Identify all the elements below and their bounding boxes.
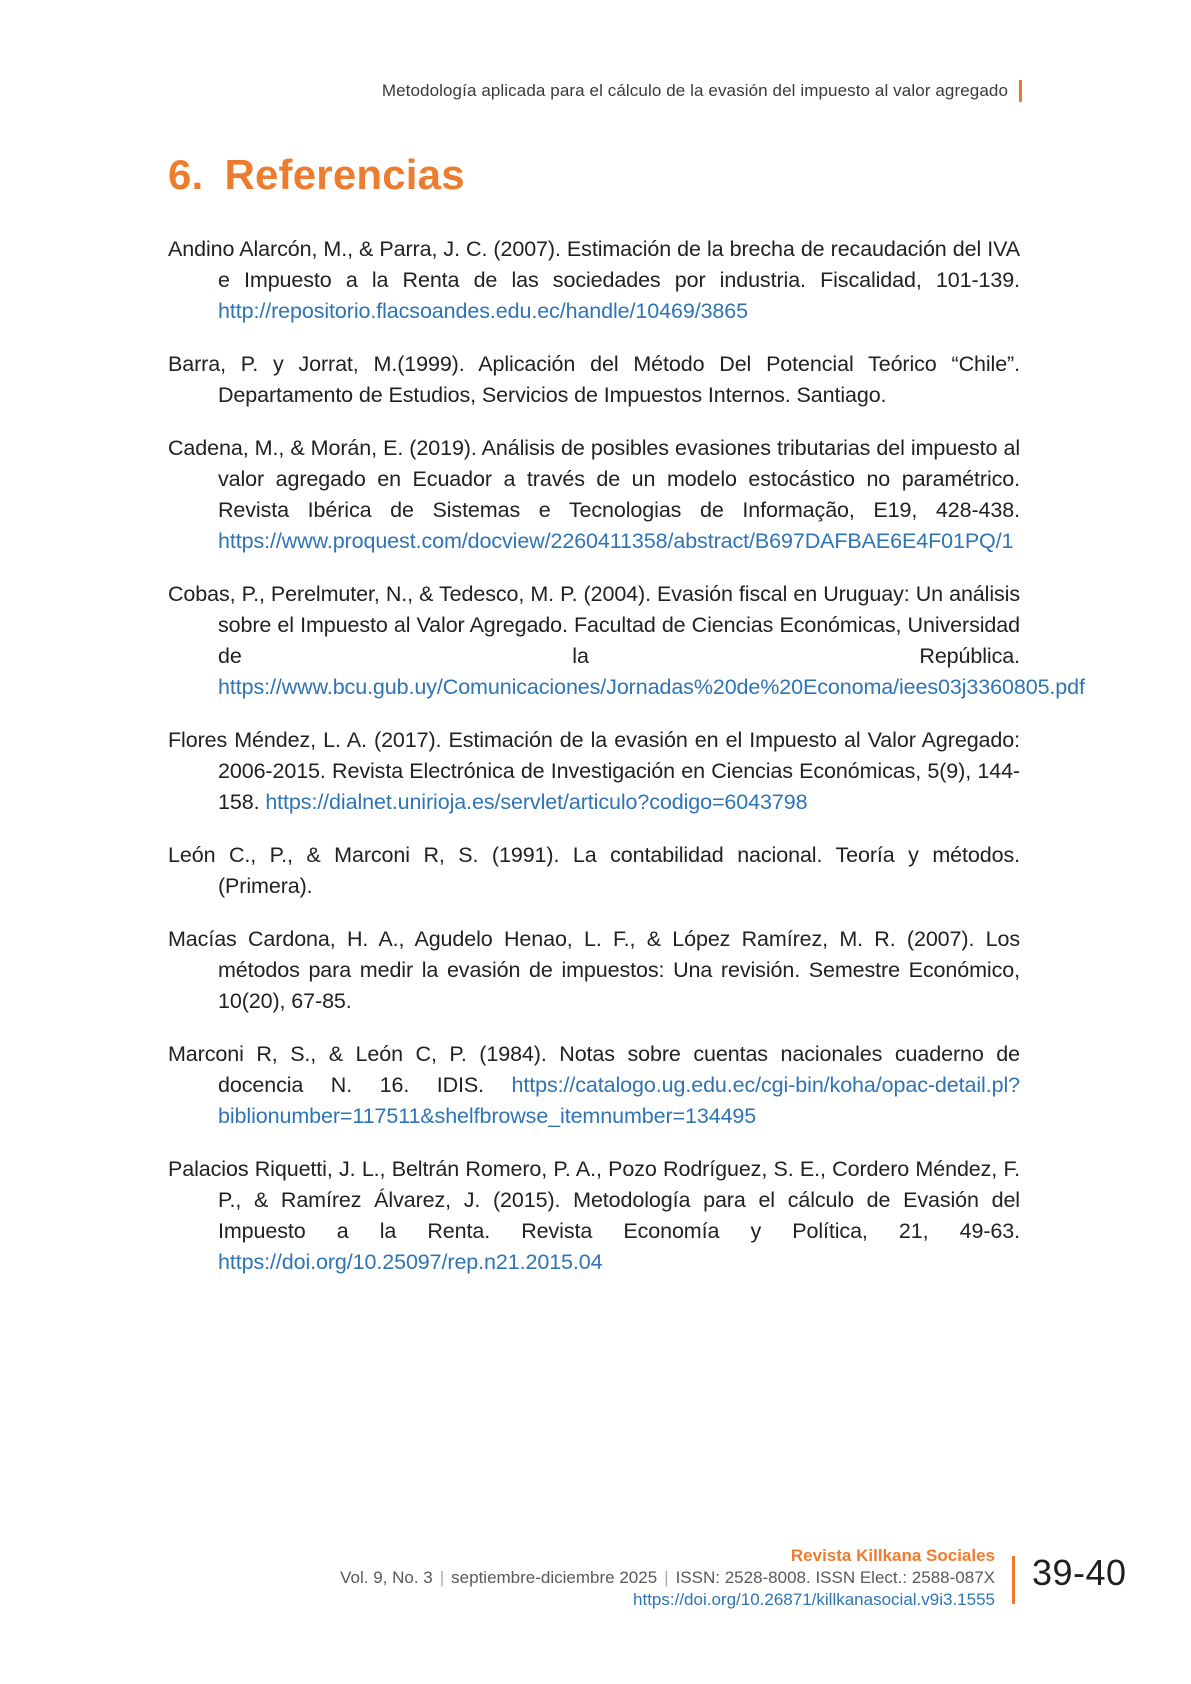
reference-text: Barra, P. y Jorrat, M.(1999). Aplicación del Método Del Potencial Teórico “Chile”. Departamento de Estudios, Servicios de Impuestos Internos. Santiago. bbox=[168, 352, 1020, 407]
reference-text: Marconi R, S., & León C, P. (1984). Notas sobre cuentas nacionales cuaderno de docencia N. 16. IDIS. bbox=[168, 1042, 1020, 1097]
reference-text: Andino Alarcón, M., & Parra, J. C. (2007). Estimación de la brecha de recaudación del IVA e Impuesto a la Renta de las sociedades por industria. Fiscalidad, 101-139. bbox=[168, 237, 1020, 292]
footer-info-part: ISSN: 2528-8008. ISSN Elect.: 2588-087X bbox=[675, 1568, 995, 1587]
reference-entry bbox=[168, 234, 1020, 327]
section-heading bbox=[168, 152, 465, 198]
footer-journal-name: Revista Killkana Sociales bbox=[790, 1546, 995, 1565]
reference-text: Cobas, P., Perelmuter, N., & Tedesco, M. P. (2004). Evasión fiscal en Uruguay: Un análisis sobre el Impuesto al Valor Agregado. Facultad de Ciencias Económicas, Universidad de la República. bbox=[168, 582, 1020, 668]
reference-entry bbox=[168, 1039, 1020, 1132]
footer bbox=[340, 1545, 995, 1611]
reference-entry bbox=[168, 725, 1020, 818]
reference-text: León C., P., & Marconi R, S. (1991). La contabilidad nacional. Teoría y métodos. (Primera). bbox=[168, 843, 1020, 898]
footer-info-part: Vol. 9, No. 3 bbox=[340, 1568, 433, 1587]
footer-issue-info bbox=[340, 1567, 995, 1589]
section-number: 6. bbox=[168, 151, 204, 198]
reference-link[interactable]: https://www.bcu.gub.uy/Comunicaciones/Jornadas%20de%20Economa/iees03j3360805.pdf bbox=[218, 675, 1085, 699]
footer-doi-link[interactable]: https://doi.org/10.26871/killkanasocial.v9i3.1555 bbox=[633, 1590, 995, 1609]
page-title: Referencias bbox=[224, 151, 465, 198]
reference-text: Flores Méndez, L. A. (2017). Estimación de la evasión en el Impuesto al Valor Agregado: 2006-2015. Revista Electrónica de Investigación en Ciencias Económicas, 5(9), 144-158. bbox=[168, 728, 1020, 814]
reference-entry bbox=[168, 579, 1085, 703]
footer-info-part: septiembre-diciembre 2025 bbox=[451, 1568, 658, 1587]
footer-separator: | bbox=[664, 1568, 669, 1587]
reference-link[interactable]: https://doi.org/10.25097/rep.n21.2015.04 bbox=[218, 1250, 603, 1274]
running-header bbox=[382, 80, 1022, 102]
running-header-title: Metodología aplicada para el cálculo de la evasión del impuesto al valor agregado bbox=[381, 81, 1008, 100]
reference-entry bbox=[168, 924, 1020, 1017]
reference-link[interactable]: https://www.proquest.com/docview/2260411358/abstract/B697DAFBAE6E4F01PQ/1 bbox=[218, 529, 1014, 553]
reference-text: Palacios Riquetti, J. L., Beltrán Romero, P. A., Pozo Rodríguez, S. E., Cordero Méndez, F. P., & Ramírez Álvarez, J. (2015). Metodología para el cálculo de Evasión del Impuesto a la Renta. Revista Economía y Política, 21, 49-63. bbox=[168, 1157, 1020, 1243]
reference-entry bbox=[168, 1154, 1020, 1278]
footer-accent-bar bbox=[1012, 1556, 1015, 1604]
reference-link[interactable]: http://repositorio.flacsoandes.edu.ec/handle/10469/3865 bbox=[218, 299, 749, 323]
reference-entry bbox=[168, 433, 1020, 557]
reference-entry bbox=[168, 840, 1020, 902]
reference-link[interactable]: https://dialnet.unirioja.es/servlet/articulo?codigo=6043798 bbox=[265, 790, 808, 814]
references-list bbox=[168, 234, 1085, 1300]
reference-link[interactable]: https://catalogo.ug.edu.ec/cgi-bin/koha/opac-detail.pl?biblionumber=117511&shelfbrowse_itemnumber=134495 bbox=[218, 1073, 1020, 1128]
reference-text: Cadena, M., & Morán, E. (2019). Análisis de posibles evasiones tributarias del impuesto al valor agregado en Ecuador a través de un modelo estocástico no paramétrico. Revista Ibérica de Sistemas e Tecnologias de Informação, E19, 428-438. bbox=[168, 436, 1020, 522]
page-number: 39-40 bbox=[1032, 1552, 1127, 1593]
footer-separator: | bbox=[439, 1568, 445, 1587]
header-accent-bar bbox=[1019, 80, 1022, 102]
reference-entry bbox=[168, 349, 1020, 411]
reference-text: Macías Cardona, H. A., Agudelo Henao, L. F., & López Ramírez, M. R. (2007). Los métodos para medir la evasión de impuestos: Una revisión. Semestre Económico, 10(20), 67-85. bbox=[168, 927, 1020, 1013]
